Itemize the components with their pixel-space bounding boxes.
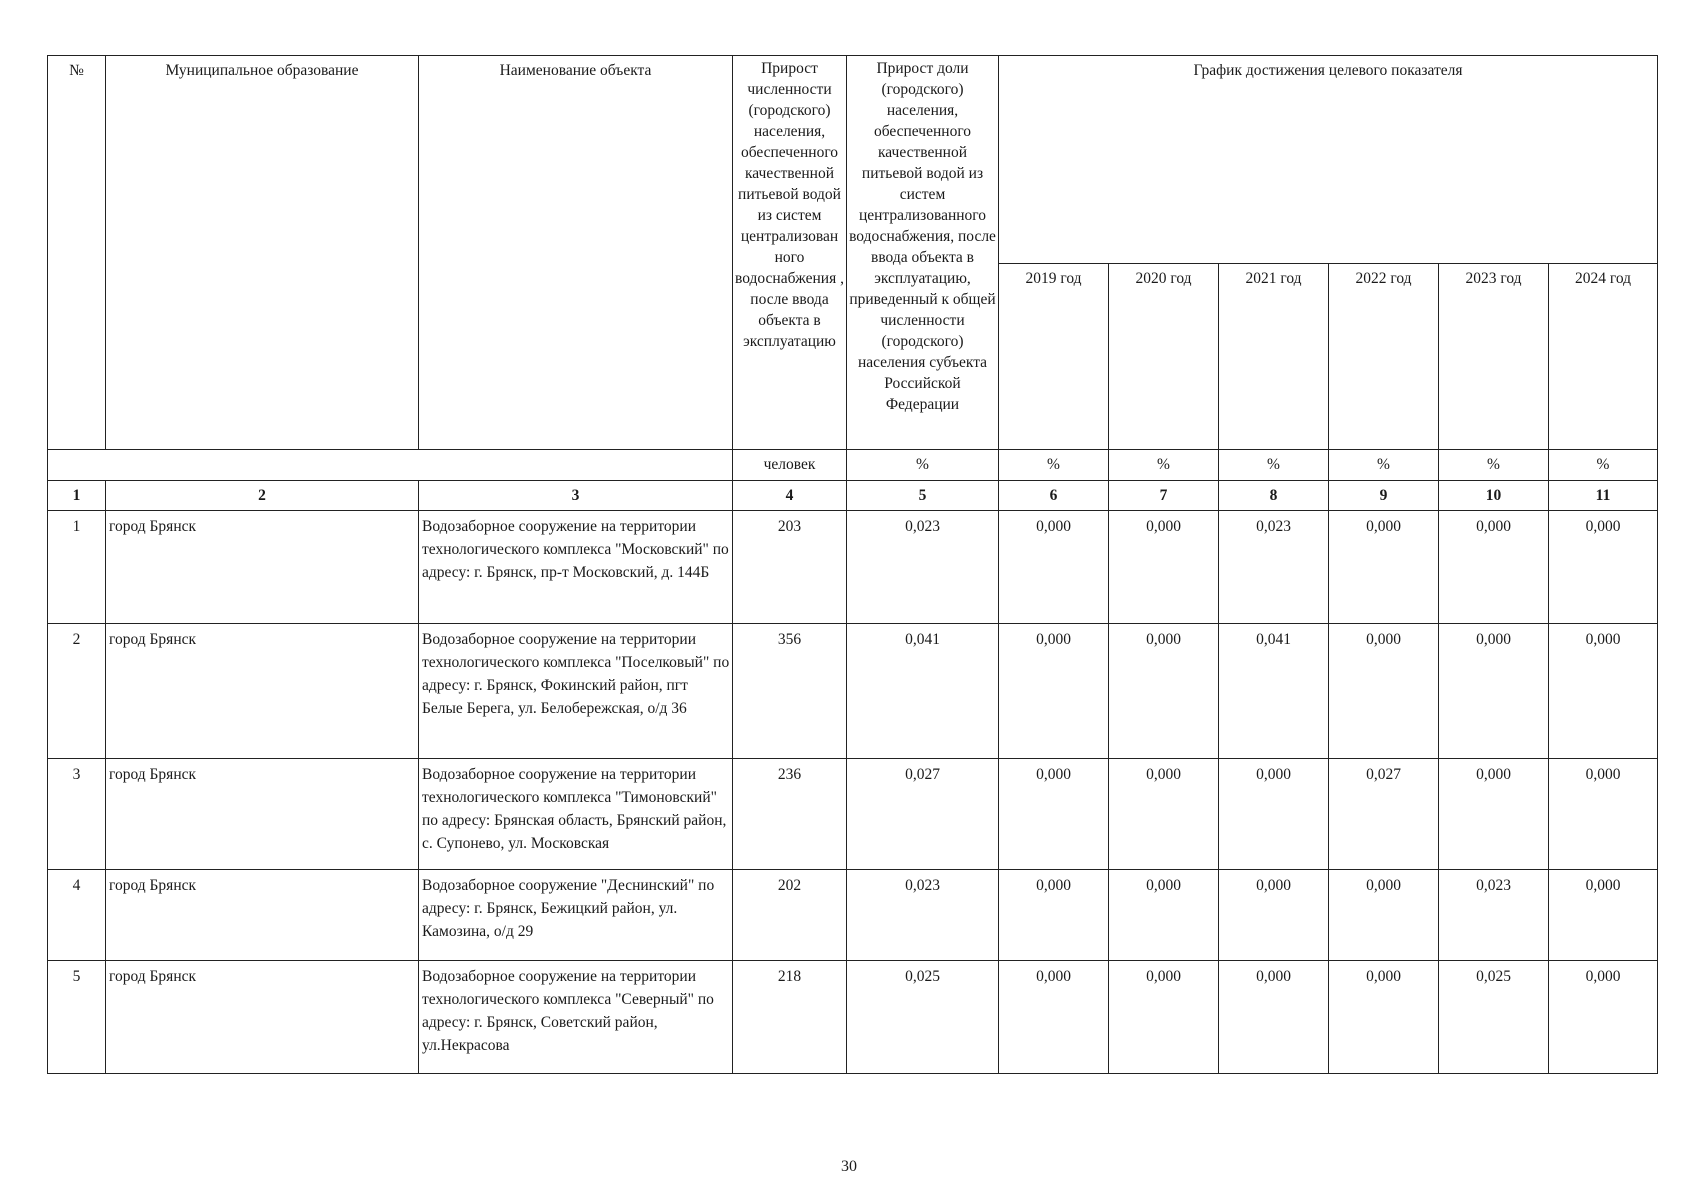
- row-value-2024: 0,000: [1549, 759, 1658, 870]
- row-share: 0,027: [847, 759, 999, 870]
- row-people: 218: [733, 961, 847, 1074]
- row-people: 356: [733, 624, 847, 759]
- header-municipality: Муниципальное образование: [106, 56, 419, 450]
- row-value-2020: 0,000: [1109, 870, 1219, 961]
- unit-2023: %: [1439, 450, 1549, 481]
- row-value-2023: 0,023: [1439, 870, 1549, 961]
- row-value-2022: 0,027: [1329, 759, 1439, 870]
- column-number: 8: [1219, 481, 1329, 511]
- row-value-2023: 0,025: [1439, 961, 1549, 1074]
- column-numbers-row: [48, 481, 1658, 511]
- row-municipality: город Брянск: [106, 870, 419, 961]
- row-number: 1: [48, 511, 106, 624]
- row-value-2019: 0,000: [999, 961, 1109, 1074]
- row-value-2020: 0,000: [1109, 624, 1219, 759]
- row-value-2022: 0,000: [1329, 624, 1439, 759]
- target-indicator-table: [47, 55, 1658, 1074]
- row-object-name: Водозаборное сооружение "Деснинский" по адресу: г. Брянск, Бежицкий район, ул. Камозина, о/д 29: [419, 870, 733, 961]
- row-municipality: город Брянск: [106, 624, 419, 759]
- row-value-2020: 0,000: [1109, 511, 1219, 624]
- unit-2019: %: [999, 450, 1109, 481]
- column-number: 7: [1109, 481, 1219, 511]
- row-value-2022: 0,000: [1329, 511, 1439, 624]
- row-value-2021: 0,000: [1219, 961, 1329, 1074]
- row-value-2024: 0,000: [1549, 870, 1658, 961]
- column-number: 4: [733, 481, 847, 511]
- table-row: [48, 961, 1658, 1074]
- header-object-name: Наименование объекта: [419, 56, 733, 450]
- row-object-name: Водозаборное сооружение на территории технологического комплекса "Тимоновский" по адресу: Брянская область, Брянский район, с. Супонево, ул. Московская: [419, 759, 733, 870]
- table-row: [48, 870, 1658, 961]
- row-municipality: город Брянск: [106, 961, 419, 1074]
- header-year-2021: 2021 год: [1219, 264, 1329, 450]
- row-share: 0,041: [847, 624, 999, 759]
- unit-2022: %: [1329, 450, 1439, 481]
- row-share: 0,023: [847, 870, 999, 961]
- units-row: [48, 450, 1658, 481]
- row-number: 4: [48, 870, 106, 961]
- column-number: 6: [999, 481, 1109, 511]
- unit-share: %: [847, 450, 999, 481]
- row-people: 236: [733, 759, 847, 870]
- table-row: [48, 511, 1658, 624]
- row-object-name: Водозаборное сооружение на территории технологического комплекса "Поселковый" по адресу: г. Брянск, Фокинский район, пгт Белые Берега, ул. Белобережская, о/д 36: [419, 624, 733, 759]
- row-value-2022: 0,000: [1329, 961, 1439, 1074]
- row-value-2021: 0,000: [1219, 870, 1329, 961]
- row-municipality: город Брянск: [106, 511, 419, 624]
- row-value-2019: 0,000: [999, 759, 1109, 870]
- row-value-2020: 0,000: [1109, 759, 1219, 870]
- unit-people: человек: [733, 450, 847, 481]
- row-people: 203: [733, 511, 847, 624]
- column-number: 10: [1439, 481, 1549, 511]
- header-year-2022: 2022 год: [1329, 264, 1439, 450]
- column-number: 11: [1549, 481, 1658, 511]
- row-value-2021: 0,023: [1219, 511, 1329, 624]
- page-number: 30: [841, 1158, 857, 1175]
- row-people: 202: [733, 870, 847, 961]
- row-value-2021: 0,000: [1219, 759, 1329, 870]
- row-value-2019: 0,000: [999, 511, 1109, 624]
- row-value-2019: 0,000: [999, 624, 1109, 759]
- row-value-2023: 0,000: [1439, 759, 1549, 870]
- row-value-2019: 0,000: [999, 870, 1109, 961]
- table-row: [48, 759, 1658, 870]
- units-blank-cell: [48, 450, 733, 481]
- header-number: №: [48, 56, 106, 450]
- document-sheet: [47, 55, 1657, 1074]
- row-value-2023: 0,000: [1439, 624, 1549, 759]
- header-growth-share: Прирост доли (городского) населения, обеспеченного качественной питьевой водой из систем централизованного водоснабжения, после ввода объекта в эксплуатацию, приведенный к общей численности (городского) населения субъекта Российской Федерации: [847, 56, 999, 450]
- column-number: 2: [106, 481, 419, 511]
- row-value-2023: 0,000: [1439, 511, 1549, 624]
- header-year-2019: 2019 год: [999, 264, 1109, 450]
- row-value-2020: 0,000: [1109, 961, 1219, 1074]
- unit-2021: %: [1219, 450, 1329, 481]
- row-value-2021: 0,041: [1219, 624, 1329, 759]
- table-row: [48, 624, 1658, 759]
- row-object-name: Водозаборное сооружение на территории технологического комплекса "Московский" по адресу: г. Брянск, пр-т Московский, д. 144Б: [419, 511, 733, 624]
- header-year-2020: 2020 год: [1109, 264, 1219, 450]
- row-value-2022: 0,000: [1329, 870, 1439, 961]
- row-number: 5: [48, 961, 106, 1074]
- row-share: 0,023: [847, 511, 999, 624]
- row-share: 0,025: [847, 961, 999, 1074]
- row-number: 2: [48, 624, 106, 759]
- column-number: 3: [419, 481, 733, 511]
- header-year-2024: 2024 год: [1549, 264, 1658, 450]
- row-value-2024: 0,000: [1549, 961, 1658, 1074]
- unit-2024: %: [1549, 450, 1658, 481]
- header-schedule: График достижения целевого показателя: [999, 56, 1658, 264]
- row-municipality: город Брянск: [106, 759, 419, 870]
- column-number: 5: [847, 481, 999, 511]
- header-growth-people: Прирост численности (городского) населения, обеспеченного качественной питьевой водой из систем централизован ного водоснабжения , после ввода объекта в эксплуатацию: [733, 56, 847, 450]
- header-year-2023: 2023 год: [1439, 264, 1549, 450]
- column-number: 1: [48, 481, 106, 511]
- column-number: 9: [1329, 481, 1439, 511]
- row-object-name: Водозаборное сооружение на территории технологического комплекса "Северный" по адресу: г. Брянск, Советский район, ул.Некрасова: [419, 961, 733, 1074]
- unit-2020: %: [1109, 450, 1219, 481]
- row-value-2024: 0,000: [1549, 511, 1658, 624]
- row-number: 3: [48, 759, 106, 870]
- row-value-2024: 0,000: [1549, 624, 1658, 759]
